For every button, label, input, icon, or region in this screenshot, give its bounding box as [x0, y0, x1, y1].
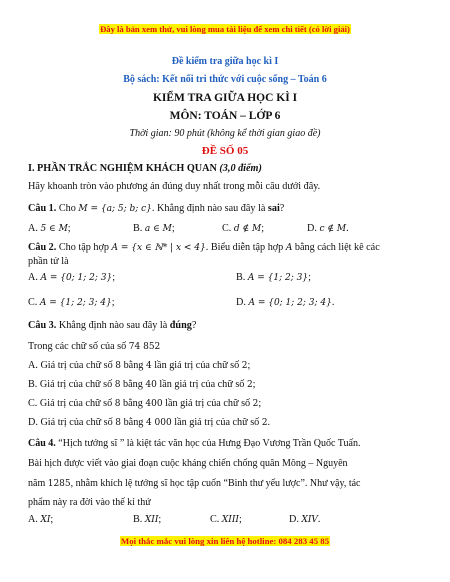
option-letter: C.: [28, 398, 38, 409]
q4-option-d[interactable]: [289, 514, 320, 525]
question-text: Khẳng định nào sau đây là: [56, 320, 170, 331]
option-tail: ;: [308, 272, 311, 283]
option-letter: C.: [222, 223, 232, 234]
option-text: bằng: [121, 360, 146, 371]
option-text: lần giá trị của chữ số: [162, 398, 253, 409]
option-letter: B.: [236, 272, 246, 283]
option-letter: D.: [307, 223, 317, 234]
option-text: bằng: [120, 398, 146, 409]
option-letter: A.: [28, 272, 38, 283]
math-expr: 8: [115, 361, 122, 371]
preview-banner-text: Đây là bản xem thử, vui lòng mua tài liệu để xem chi tiết (có lời giải): [100, 24, 350, 34]
emphasis: sai: [267, 203, 280, 214]
math-expr: A = {x ∈ ℕ* | x < 4}: [111, 243, 206, 253]
question-3-intro: [28, 341, 428, 352]
question-text: ?: [191, 320, 197, 331]
math-expr: 4 000: [145, 418, 172, 428]
q1-option-d[interactable]: [307, 223, 349, 234]
option-tail: ;: [171, 223, 175, 234]
q3-option-a[interactable]: [28, 360, 428, 371]
option-text: bằng: [120, 379, 146, 390]
question-text: năm: [28, 478, 48, 489]
option-letter: A.: [28, 223, 38, 234]
option-text: bằng: [121, 417, 146, 428]
q3-option-b[interactable]: [28, 379, 428, 390]
hotline-banner-text: Mọi thắc mắc vui lòng xin liên hệ hotline: 084 283 45 85: [120, 536, 330, 546]
q4-option-c[interactable]: [210, 514, 242, 525]
question-4-line4: phẩm này ra đời vào thế kỉ thứ: [28, 497, 151, 508]
section-title: I. PHẦN TRẮC NGHIỆM KHÁCH QUAN: [28, 163, 217, 174]
q3-option-d[interactable]: [28, 417, 428, 428]
math-expr: 2: [246, 380, 253, 390]
option-tail: ;: [158, 514, 162, 525]
section-points: (3,0 điểm): [219, 163, 262, 174]
question-4-line3: [28, 478, 428, 489]
option-text: Giá trị của chữ số: [37, 417, 116, 428]
q1-option-a[interactable]: [28, 223, 71, 234]
math-expr: A = {0; 1; 2; 3; 4}: [248, 298, 332, 308]
math-expr: d ∉ M: [233, 224, 262, 234]
question-4: [28, 438, 428, 449]
option-tail: ;: [258, 398, 262, 409]
option-letter: A.: [28, 360, 38, 371]
math-expr: a ∈ M: [144, 224, 172, 234]
option-text: lần giá trị của chữ số: [171, 417, 262, 428]
question-1: [28, 203, 428, 214]
exam-title: KIỂM TRA GIỮA HỌC KÌ I: [152, 92, 298, 104]
option-text: Giá trị của chữ số: [37, 379, 115, 390]
question-2: [28, 242, 428, 253]
option-tail: ;: [50, 514, 54, 525]
exam-number: ĐỀ SỐ 05: [201, 145, 249, 157]
question-text: Trong các chữ số của số: [28, 341, 129, 352]
question-text: . Biểu diễn tập hợp: [205, 242, 286, 253]
question-2-cont: phần tử là: [28, 256, 69, 267]
option-letter: C.: [210, 514, 220, 525]
option-text: lần giá trị của chữ số: [151, 360, 242, 371]
math-expr: 8: [115, 418, 122, 428]
math-expr: 1285: [47, 479, 71, 489]
math-expr: 400: [145, 399, 163, 409]
math-expr: 2: [241, 361, 248, 371]
math-expr: XI: [40, 515, 51, 525]
q4-option-b[interactable]: [133, 514, 161, 525]
option-letter: B.: [133, 514, 143, 525]
option-letter: C.: [28, 297, 38, 308]
q4-option-a[interactable]: [28, 514, 53, 525]
option-tail: .: [346, 223, 349, 234]
question-text: Cho: [56, 203, 79, 214]
question-text: bằng cách liệt kê các: [292, 242, 380, 253]
preview-banner: [0, 24, 450, 34]
option-tail: .: [331, 297, 335, 308]
math-expr: XII: [144, 515, 159, 525]
math-expr: 74 852: [128, 342, 161, 352]
math-expr: 4: [145, 361, 152, 371]
q2-option-b[interactable]: [236, 272, 311, 283]
math-expr: M = {a; 5; b; c}: [78, 204, 152, 214]
option-letter: B.: [133, 223, 143, 234]
section-instruction: Hãy khoanh tròn vào phương án đúng duy nhất trong mỗi câu dưới đây.: [28, 181, 321, 192]
option-tail: ;: [252, 379, 256, 390]
option-letter: D.: [289, 514, 299, 525]
option-text: lần giá trị của chữ số: [156, 379, 247, 390]
option-tail: ;: [261, 223, 265, 234]
q1-option-c[interactable]: [222, 223, 264, 234]
option-tail: ;: [238, 514, 242, 525]
option-text: Giá trị của chữ số: [37, 398, 115, 409]
question-label: Câu 2.: [28, 242, 57, 253]
option-tail: ;: [247, 360, 251, 371]
q2-option-d[interactable]: [236, 297, 334, 308]
option-letter: A.: [28, 514, 38, 525]
math-expr: A = {1; 2; 3; 4}: [39, 298, 112, 308]
question-text: , nhằm khích lệ tướng sĩ học tập cuốn “Binh thư yếu lược”. Như vậy, tác: [70, 478, 361, 489]
option-text: Giá trị của chữ số: [37, 360, 116, 371]
option-tail: ;: [111, 297, 115, 308]
option-letter: D.: [28, 417, 38, 428]
question-label: Câu 3.: [28, 320, 57, 331]
doc-line1: Đề kiểm tra giữa học kì I: [171, 56, 279, 67]
math-expr: XIV: [301, 515, 318, 525]
math-expr: 40: [145, 380, 157, 390]
math-expr: 5 ∈ M: [40, 224, 68, 234]
exam-subject: MÔN: TOÁN – LỚP 6: [169, 110, 281, 122]
question-text: “Hịch tướng sĩ ” là kiệt tác văn học của Hưng Đạo Vương Trần Quốc Tuấn.: [55, 438, 361, 449]
math-expr: c ∉ M: [319, 224, 347, 234]
section-heading: [28, 163, 428, 174]
math-expr: A = {1; 2; 3}: [247, 273, 309, 283]
math-expr: A: [285, 243, 293, 253]
doc-line2: Bộ sách: Kết nối tri thức với cuộc sống – Toán 6: [123, 74, 327, 85]
math-expr: 8: [114, 380, 121, 390]
question-label: Câu 4.: [28, 438, 56, 449]
question-text: Cho tập hợp: [56, 242, 112, 253]
option-tail: .: [317, 514, 321, 525]
question-3: [28, 320, 428, 331]
option-tail: ;: [67, 223, 71, 234]
math-expr: A = {0; 1; 2; 3}: [40, 273, 113, 283]
question-4-line2: Bài hịch được viết vào giai đoạn cuộc kháng chiến chống quân Mông – Nguyên: [28, 458, 348, 469]
question-text: . Khẳng định nào sau đây là: [151, 203, 268, 214]
option-tail: ;: [112, 272, 116, 283]
math-expr: 2: [252, 399, 259, 409]
q1-option-b[interactable]: [133, 223, 175, 234]
q2-option-c[interactable]: [28, 297, 115, 308]
option-letter: D.: [236, 297, 246, 308]
hotline-banner: [0, 536, 450, 546]
math-expr: XIII: [221, 515, 239, 525]
question-label: Câu 1.: [28, 203, 57, 214]
q3-option-c[interactable]: [28, 398, 428, 409]
exam-time: Thời gian: 90 phút (không kể thời gian giao đề): [129, 128, 321, 139]
math-expr: 8: [114, 399, 121, 409]
emphasis: đúng: [169, 320, 192, 331]
option-letter: B.: [28, 379, 38, 390]
question-text: ?: [279, 203, 285, 214]
q2-option-a[interactable]: [28, 272, 115, 283]
math-expr: 2: [261, 418, 268, 428]
option-tail: .: [267, 417, 271, 428]
